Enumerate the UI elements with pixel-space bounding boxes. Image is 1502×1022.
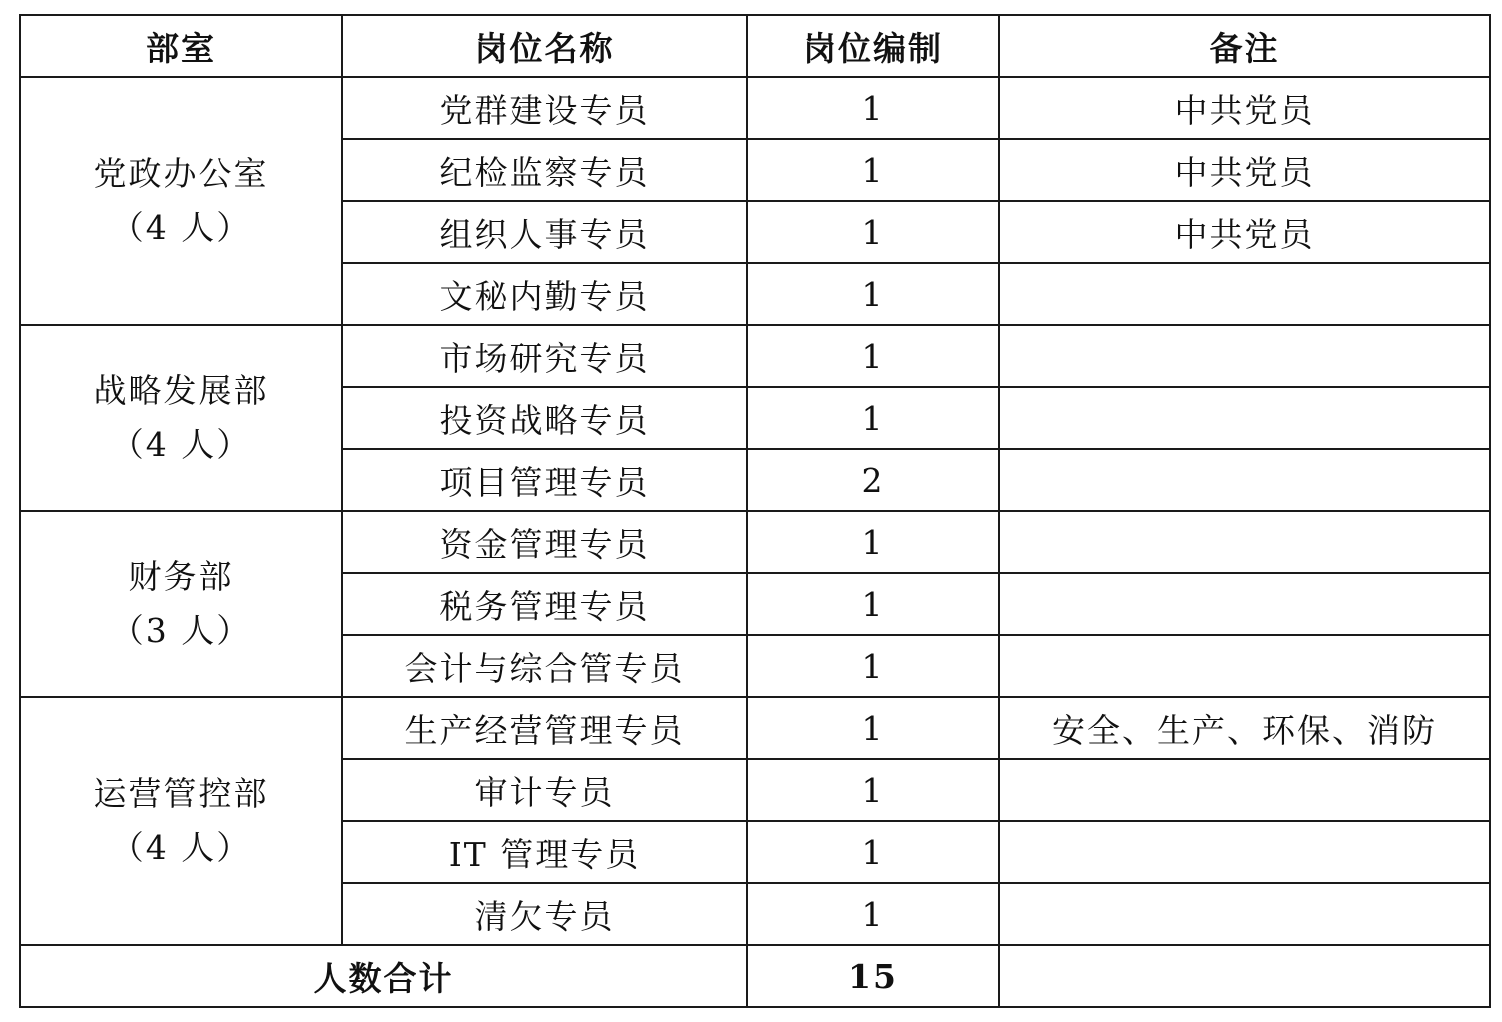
- table-row: [20, 325, 1490, 387]
- total-label: 人数合计: [20, 945, 747, 1007]
- department-cell: [20, 511, 342, 697]
- position-remark-cell: 中共党员: [999, 201, 1490, 263]
- header-remarks: 备注: [999, 15, 1490, 77]
- position-title-cell: 纪检监察专员: [342, 139, 747, 201]
- table-header-row: [20, 15, 1490, 77]
- staffing-table: [19, 14, 1491, 1008]
- position-title-cell: 组织人事专员: [342, 201, 747, 263]
- position-remark-cell: 中共党员: [999, 77, 1490, 139]
- header-department: 部室: [20, 15, 342, 77]
- position-quota-cell: 1: [747, 263, 999, 325]
- position-remark-cell: [999, 635, 1490, 697]
- position-quota-cell: 2: [747, 449, 999, 511]
- position-quota-cell: 1: [747, 77, 999, 139]
- position-remark-cell: [999, 263, 1490, 325]
- position-quota-cell: 1: [747, 635, 999, 697]
- department-name: 党政办公室: [93, 154, 269, 193]
- position-title-cell: 税务管理专员: [342, 573, 747, 635]
- position-remark-cell: [999, 387, 1490, 449]
- position-quota-cell: 1: [747, 511, 999, 573]
- position-quota-cell: 1: [747, 139, 999, 201]
- position-quota-cell: 1: [747, 387, 999, 449]
- department-cell: [20, 77, 342, 325]
- position-title-cell: 投资战略专员: [342, 387, 747, 449]
- position-title-cell: 党群建设专员: [342, 77, 747, 139]
- position-remark-cell: 中共党员: [999, 139, 1490, 201]
- position-title-cell: 项目管理专员: [342, 449, 747, 511]
- position-title-cell: 市场研究专员: [342, 325, 747, 387]
- position-title-cell: 资金管理专员: [342, 511, 747, 573]
- position-title-cell: 会计与综合管专员: [342, 635, 747, 697]
- position-title-cell: 审计专员: [342, 759, 747, 821]
- total-remark: [999, 945, 1490, 1007]
- position-remark-cell: [999, 759, 1490, 821]
- cropped-heading-fragment: [232, 0, 245, 8]
- position-title-cell: 生产经营管理专员: [342, 697, 747, 759]
- position-quota-cell: 1: [747, 697, 999, 759]
- position-title-cell: 文秘内勤专员: [342, 263, 747, 325]
- position-quota-cell: 1: [747, 883, 999, 945]
- position-remark-cell: 安全、生产、环保、消防: [999, 697, 1490, 759]
- position-title-cell: 清欠专员: [342, 883, 747, 945]
- position-remark-cell: [999, 511, 1490, 573]
- department-headcount: （4 人）: [110, 828, 252, 867]
- total-value: 15: [747, 945, 999, 1007]
- table-row: [20, 511, 1490, 573]
- total-row: [20, 945, 1490, 1007]
- position-quota-cell: 1: [747, 325, 999, 387]
- header-position-name: 岗位名称: [342, 15, 747, 77]
- department-headcount: （4 人）: [110, 208, 252, 247]
- position-quota-cell: 1: [747, 201, 999, 263]
- position-quota-cell: 1: [747, 759, 999, 821]
- department-cell: [20, 325, 342, 511]
- department-name: 运营管控部: [93, 774, 269, 813]
- department-cell: [20, 697, 342, 945]
- department-name: 战略发展部: [93, 371, 269, 410]
- position-remark-cell: [999, 573, 1490, 635]
- position-remark-cell: [999, 325, 1490, 387]
- position-remark-cell: [999, 449, 1490, 511]
- department-headcount: （4 人）: [110, 425, 252, 464]
- table-row: [20, 77, 1490, 139]
- position-quota-cell: 1: [747, 573, 999, 635]
- position-remark-cell: [999, 883, 1490, 945]
- department-name: 财务部: [128, 557, 234, 596]
- header-headcount: 岗位编制: [747, 15, 999, 77]
- position-title-cell: IT 管理专员: [342, 821, 747, 883]
- department-headcount: （3 人）: [110, 611, 252, 650]
- position-remark-cell: [999, 821, 1490, 883]
- table-row: [20, 697, 1490, 759]
- position-quota-cell: 1: [747, 821, 999, 883]
